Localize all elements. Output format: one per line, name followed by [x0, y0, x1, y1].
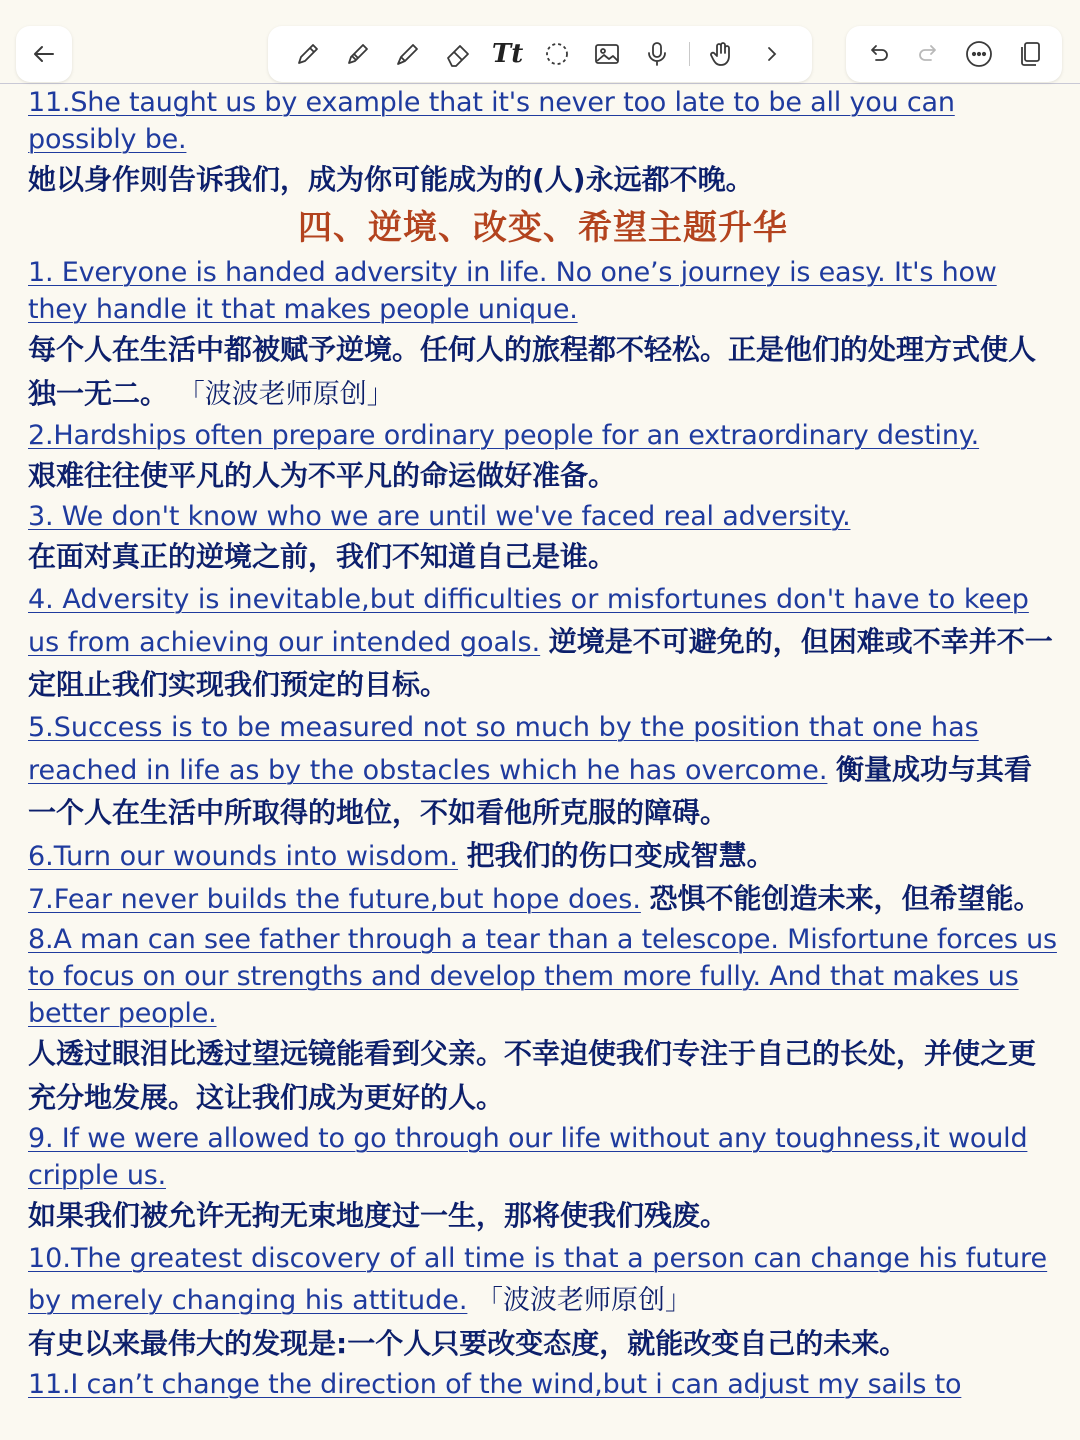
note-line-en: 8.A man can see father through a tear than a telescope. Misfortune forces us to focus on our strengths and develop them more fully. And that makes us better people.	[28, 924, 1057, 1029]
note-line-zh: 如果我们被允许无拘无束地度过一生，那将使我们残废。	[28, 1199, 729, 1232]
note-line-en: 11.I can’t change the direction of the wind,but i can adjust my sails to	[28, 1369, 962, 1400]
document-actions	[846, 26, 1062, 82]
note-line-zh: 艰难往往使平凡的人为不平凡的命运做好准备。	[28, 459, 617, 492]
more-icon[interactable]	[961, 36, 997, 72]
toolbar-divider	[689, 42, 690, 66]
credit-tag: 「波波老师原创」	[476, 1285, 692, 1316]
image-icon[interactable]	[589, 36, 625, 72]
pen-icon[interactable]	[290, 36, 326, 72]
arrow-left-icon	[26, 36, 62, 72]
chevron-right-icon[interactable]	[754, 36, 790, 72]
note-line-en: 2.Hardships often prepare ordinary people for an extraordinary destiny.	[28, 420, 980, 451]
section-heading: 四、逆境、改变、希望主题升华	[298, 208, 788, 248]
note-line-mixed: 7.Fear never builds the future,but hope does. 恐惧不能创造未来，但希望能。	[28, 882, 1042, 915]
drawing-tools	[268, 26, 812, 82]
note-line-zh: 每个人在生活中都被赋予逆境。任何人的旅程都不轻松。正是他们的处理方式使人独一无二。 「波波老师原创」	[28, 333, 1037, 410]
note-line-mixed: 6.Turn our wounds into wisdom. 把我们的伤口变成智慧。	[28, 839, 775, 872]
note-line-en: 9. If we were allowed to go through our life without any toughness,it would cripple us.	[28, 1123, 1028, 1191]
note-line-mixed: 10.The greatest discovery of all time is that a person can change his future by merely changing his attitude. 「波波老师原创」	[28, 1243, 1048, 1316]
lasso-icon[interactable]	[539, 36, 575, 72]
back-button[interactable]	[16, 26, 72, 82]
note-line-zh: 在面对真正的逆境之前，我们不知道自己是谁。	[28, 540, 617, 573]
undo-icon[interactable]	[860, 36, 896, 72]
note-line-en: 1. Everyone is handed adversity in life. No one’s journey is easy. It's how they handle it that makes people unique.	[28, 257, 997, 325]
note-line-zh: 她以身作则告诉我们，成为你可能成为的(人)永远都不晚。	[28, 163, 754, 196]
note-line-en: 3. We don't know who we are until we've faced real adversity.	[28, 501, 851, 532]
note-line-mixed: 4. Adversity is inevitable,but difficulties or misfortunes don't have to keep us from achieving our intended goals. 逆境是不可避免的，但困难或不幸并不一定阻止我们实现我们预定的目标。	[28, 584, 1053, 701]
text-tool[interactable]: Tt	[491, 39, 524, 69]
gesture-hand-icon[interactable]	[704, 36, 740, 72]
redo-icon[interactable]	[911, 36, 947, 72]
pencil-icon[interactable]	[340, 36, 376, 72]
note-page[interactable]	[28, 84, 1058, 1440]
eraser-icon[interactable]	[440, 36, 476, 72]
pages-icon[interactable]	[1012, 36, 1048, 72]
note-line-mixed: 5.Success is to be measured not so much by the position that one has reached in life as by the obstacles which he has overcome. 衡量成功与其看一个人在生活中所取得的地位，不如看他所克服的障碍。	[28, 712, 1033, 829]
note-line-zh: 人透过眼泪比透过望远镜能看到父亲。不幸迫使我们专注于自己的长处，并使之更充分地发展。这让我们成为更好的人。	[28, 1037, 1037, 1114]
microphone-icon[interactable]	[639, 36, 675, 72]
note-line-en: 11.She taught us by example that it's never too late to be all you can possibly be.	[28, 87, 955, 155]
notes-toolbar	[0, 0, 1080, 84]
note-line-zh: 有史以来最伟大的发现是:一个人只要改变态度，就能改变自己的未来。	[28, 1327, 908, 1360]
credit-tag: 「波波老师原创」	[177, 379, 394, 410]
highlighter-icon[interactable]	[390, 36, 426, 72]
